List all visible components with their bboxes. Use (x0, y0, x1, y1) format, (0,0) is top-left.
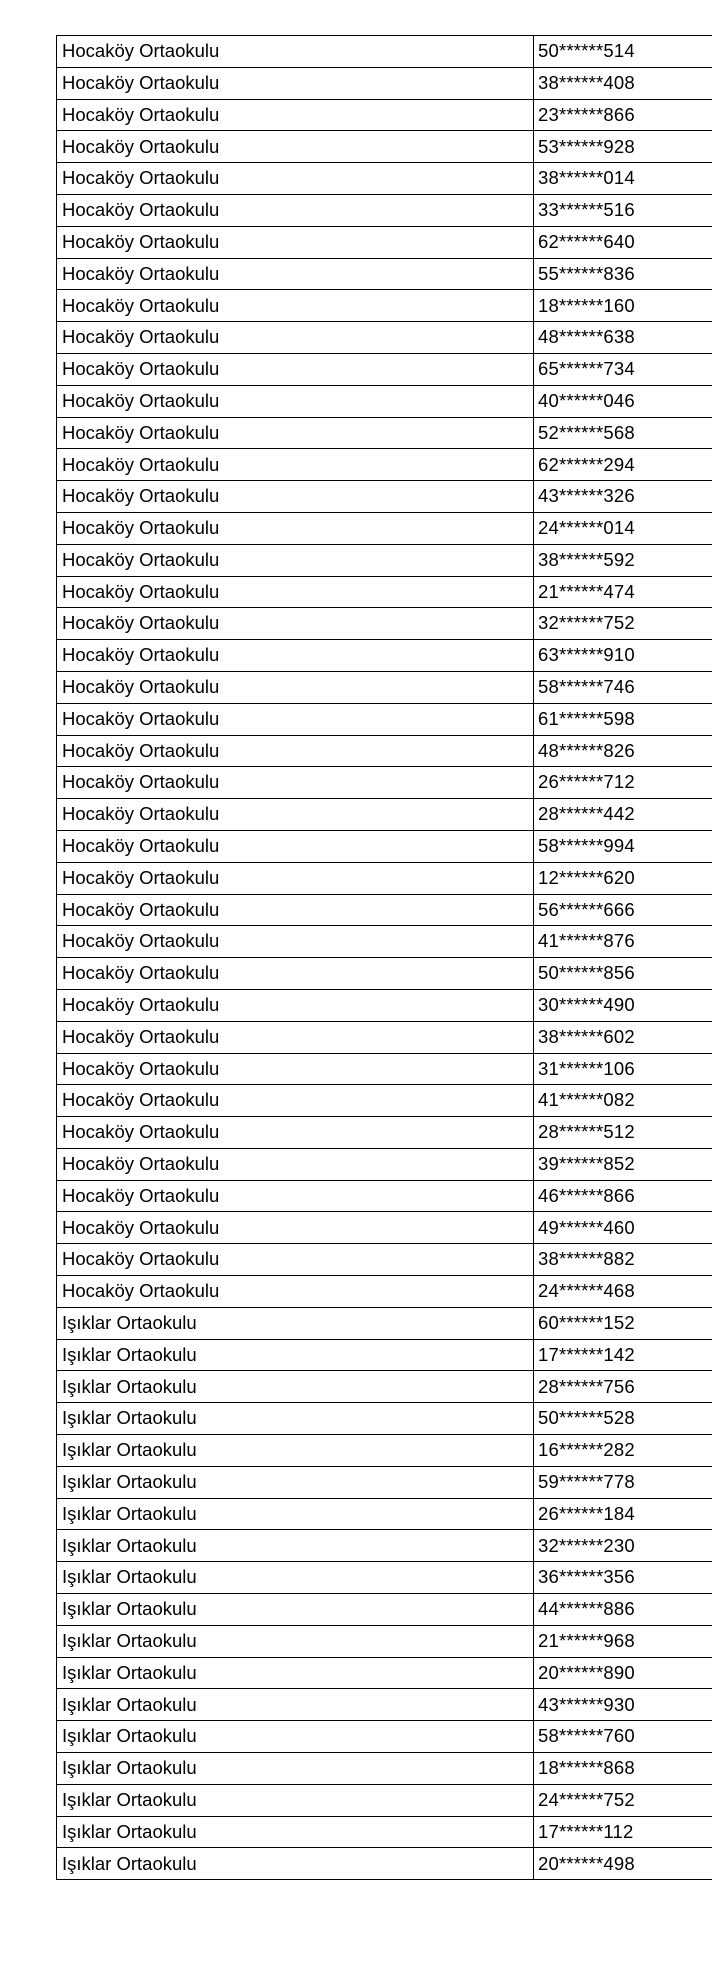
masked-id-cell: 17******142 (534, 1339, 712, 1371)
table-row (57, 1148, 712, 1180)
table-row (57, 1498, 712, 1530)
school-name-cell: Hocaköy Ortaokulu (57, 767, 534, 799)
masked-id-cell: 18******868 (534, 1753, 712, 1785)
school-name-cell: Hocaköy Ortaokulu (57, 67, 534, 99)
school-name-cell: Hocaköy Ortaokulu (57, 830, 534, 862)
table-row (57, 894, 712, 926)
school-name-cell: Hocaköy Ortaokulu (57, 194, 534, 226)
school-name-cell: Hocaköy Ortaokulu (57, 512, 534, 544)
table-row (57, 417, 712, 449)
table-row (57, 1848, 712, 1880)
school-name-cell: Hocaköy Ortaokulu (57, 799, 534, 831)
school-name-cell: Hocaköy Ortaokulu (57, 703, 534, 735)
masked-id-cell: 58******994 (534, 830, 712, 862)
table-row (57, 1021, 712, 1053)
school-name-cell: Hocaköy Ortaokulu (57, 958, 534, 990)
school-name-cell: Hocaköy Ortaokulu (57, 926, 534, 958)
table-row (57, 1466, 712, 1498)
school-name-cell: Hocaköy Ortaokulu (57, 99, 534, 131)
table-row (57, 1753, 712, 1785)
school-name-cell: Işıklar Ortaokulu (57, 1625, 534, 1657)
table-row (57, 958, 712, 990)
masked-id-cell: 20******890 (534, 1657, 712, 1689)
table-row (57, 36, 712, 68)
school-name-cell: Hocaköy Ortaokulu (57, 163, 534, 195)
school-name-cell: Hocaköy Ortaokulu (57, 1180, 534, 1212)
table-row (57, 1276, 712, 1308)
table-row (57, 830, 712, 862)
masked-id-cell: 31******106 (534, 1053, 712, 1085)
masked-id-cell: 26******712 (534, 767, 712, 799)
masked-id-cell: 39******852 (534, 1148, 712, 1180)
school-name-cell: Işıklar Ortaokulu (57, 1498, 534, 1530)
masked-id-cell: 44******886 (534, 1594, 712, 1626)
table-row (57, 1435, 712, 1467)
masked-id-cell: 24******468 (534, 1276, 712, 1308)
masked-id-cell: 43******930 (534, 1689, 712, 1721)
table-row (57, 1339, 712, 1371)
masked-id-cell: 28******512 (534, 1117, 712, 1149)
masked-id-cell: 63******910 (534, 640, 712, 672)
table-row (57, 1594, 712, 1626)
school-name-cell: Işıklar Ortaokulu (57, 1403, 534, 1435)
masked-id-cell: 52******568 (534, 417, 712, 449)
masked-id-cell: 41******876 (534, 926, 712, 958)
table-row (57, 767, 712, 799)
masked-id-cell: 21******968 (534, 1625, 712, 1657)
school-name-cell: Hocaköy Ortaokulu (57, 353, 534, 385)
table-row (57, 258, 712, 290)
masked-id-cell: 62******294 (534, 449, 712, 481)
table-row (57, 576, 712, 608)
masked-id-cell: 21******474 (534, 576, 712, 608)
school-name-cell: Işıklar Ortaokulu (57, 1848, 534, 1880)
school-name-cell: Hocaköy Ortaokulu (57, 1212, 534, 1244)
masked-id-cell: 23******866 (534, 99, 712, 131)
school-name-cell: Hocaköy Ortaokulu (57, 385, 534, 417)
masked-id-cell: 50******514 (534, 36, 712, 68)
school-name-cell: Işıklar Ortaokulu (57, 1466, 534, 1498)
masked-id-cell: 20******498 (534, 1848, 712, 1880)
table-row (57, 194, 712, 226)
masked-id-cell: 58******746 (534, 671, 712, 703)
school-name-cell: Işıklar Ortaokulu (57, 1657, 534, 1689)
table-row (57, 1307, 712, 1339)
table-row (57, 290, 712, 322)
masked-id-cell: 36******356 (534, 1562, 712, 1594)
table-row (57, 671, 712, 703)
masked-id-cell: 50******856 (534, 958, 712, 990)
table-row (57, 799, 712, 831)
masked-id-cell: 56******666 (534, 894, 712, 926)
school-id-table (56, 35, 712, 1880)
masked-id-cell: 28******442 (534, 799, 712, 831)
school-name-cell: Hocaköy Ortaokulu (57, 1276, 534, 1308)
table-row (57, 1625, 712, 1657)
table-row (57, 1403, 712, 1435)
school-name-cell: Hocaköy Ortaokulu (57, 226, 534, 258)
table-row (57, 608, 712, 640)
masked-id-cell: 60******152 (534, 1307, 712, 1339)
table-row (57, 1117, 712, 1149)
school-name-cell: Hocaköy Ortaokulu (57, 1117, 534, 1149)
table-row (57, 989, 712, 1021)
table-row (57, 163, 712, 195)
table-row (57, 1562, 712, 1594)
school-name-cell: Hocaköy Ortaokulu (57, 862, 534, 894)
masked-id-cell: 48******826 (534, 735, 712, 767)
table-row (57, 926, 712, 958)
school-name-cell: Hocaköy Ortaokulu (57, 417, 534, 449)
school-name-cell: Işıklar Ortaokulu (57, 1816, 534, 1848)
masked-id-cell: 58******760 (534, 1721, 712, 1753)
table-body (57, 36, 712, 1880)
masked-id-cell: 18******160 (534, 290, 712, 322)
school-name-cell: Işıklar Ortaokulu (57, 1371, 534, 1403)
masked-id-cell: 59******778 (534, 1466, 712, 1498)
school-name-cell: Işıklar Ortaokulu (57, 1784, 534, 1816)
school-name-cell: Işıklar Ortaokulu (57, 1721, 534, 1753)
masked-id-cell: 38******014 (534, 163, 712, 195)
table-row (57, 322, 712, 354)
school-name-cell: Işıklar Ortaokulu (57, 1307, 534, 1339)
school-name-cell: Hocaköy Ortaokulu (57, 1053, 534, 1085)
masked-id-cell: 48******638 (534, 322, 712, 354)
school-name-cell: Hocaköy Ortaokulu (57, 481, 534, 513)
masked-id-cell: 38******408 (534, 67, 712, 99)
table-row (57, 1721, 712, 1753)
school-name-cell: Hocaköy Ortaokulu (57, 36, 534, 68)
school-name-cell: Hocaköy Ortaokulu (57, 671, 534, 703)
school-name-cell: Hocaköy Ortaokulu (57, 894, 534, 926)
table-row (57, 1530, 712, 1562)
masked-id-cell: 38******882 (534, 1244, 712, 1276)
table-row (57, 512, 712, 544)
table-row (57, 1657, 712, 1689)
masked-id-cell: 16******282 (534, 1435, 712, 1467)
table-row (57, 131, 712, 163)
school-name-cell: Işıklar Ortaokulu (57, 1339, 534, 1371)
table-row (57, 862, 712, 894)
school-name-cell: Hocaköy Ortaokulu (57, 989, 534, 1021)
table-row (57, 1212, 712, 1244)
masked-id-cell: 26******184 (534, 1498, 712, 1530)
table-row (57, 1053, 712, 1085)
masked-id-cell: 46******866 (534, 1180, 712, 1212)
masked-id-cell: 61******598 (534, 703, 712, 735)
masked-id-cell: 62******640 (534, 226, 712, 258)
school-name-cell: Hocaköy Ortaokulu (57, 608, 534, 640)
school-name-cell: Hocaköy Ortaokulu (57, 1244, 534, 1276)
table-row (57, 226, 712, 258)
table-row (57, 1784, 712, 1816)
school-name-cell: Işıklar Ortaokulu (57, 1562, 534, 1594)
school-name-cell: Hocaköy Ortaokulu (57, 258, 534, 290)
school-name-cell: Işıklar Ortaokulu (57, 1530, 534, 1562)
table-row (57, 703, 712, 735)
table-row (57, 385, 712, 417)
school-name-cell: Hocaköy Ortaokulu (57, 640, 534, 672)
table-row (57, 1085, 712, 1117)
masked-id-cell: 55******836 (534, 258, 712, 290)
table-row (57, 99, 712, 131)
masked-id-cell: 38******602 (534, 1021, 712, 1053)
masked-id-cell: 41******082 (534, 1085, 712, 1117)
school-name-cell: Hocaköy Ortaokulu (57, 544, 534, 576)
table-row (57, 1689, 712, 1721)
school-name-cell: Hocaköy Ortaokulu (57, 735, 534, 767)
masked-id-cell: 65******734 (534, 353, 712, 385)
masked-id-cell: 38******592 (534, 544, 712, 576)
table-row (57, 1371, 712, 1403)
masked-id-cell: 43******326 (534, 481, 712, 513)
masked-id-cell: 24******752 (534, 1784, 712, 1816)
school-name-cell: Hocaköy Ortaokulu (57, 322, 534, 354)
masked-id-cell: 50******528 (534, 1403, 712, 1435)
masked-id-cell: 49******460 (534, 1212, 712, 1244)
masked-id-cell: 24******014 (534, 512, 712, 544)
table-row (57, 1244, 712, 1276)
school-name-cell: Hocaköy Ortaokulu (57, 290, 534, 322)
school-name-cell: Hocaköy Ortaokulu (57, 1085, 534, 1117)
table-row (57, 481, 712, 513)
table-row (57, 353, 712, 385)
school-name-cell: Hocaköy Ortaokulu (57, 576, 534, 608)
masked-id-cell: 17******112 (534, 1816, 712, 1848)
school-name-cell: Işıklar Ortaokulu (57, 1689, 534, 1721)
table-row (57, 1816, 712, 1848)
school-name-cell: Hocaköy Ortaokulu (57, 131, 534, 163)
table-row (57, 1180, 712, 1212)
school-name-cell: Hocaköy Ortaokulu (57, 449, 534, 481)
masked-id-cell: 12******620 (534, 862, 712, 894)
masked-id-cell: 32******230 (534, 1530, 712, 1562)
masked-id-cell: 28******756 (534, 1371, 712, 1403)
table-row (57, 735, 712, 767)
table-row (57, 640, 712, 672)
masked-id-cell: 40******046 (534, 385, 712, 417)
table-row (57, 67, 712, 99)
table-row (57, 449, 712, 481)
school-name-cell: Işıklar Ortaokulu (57, 1594, 534, 1626)
school-name-cell: Hocaköy Ortaokulu (57, 1021, 534, 1053)
masked-id-cell: 53******928 (534, 131, 712, 163)
school-name-cell: Işıklar Ortaokulu (57, 1435, 534, 1467)
school-name-cell: Işıklar Ortaokulu (57, 1753, 534, 1785)
masked-id-cell: 30******490 (534, 989, 712, 1021)
masked-id-cell: 32******752 (534, 608, 712, 640)
masked-id-cell: 33******516 (534, 194, 712, 226)
school-name-cell: Hocaköy Ortaokulu (57, 1148, 534, 1180)
table-row (57, 544, 712, 576)
